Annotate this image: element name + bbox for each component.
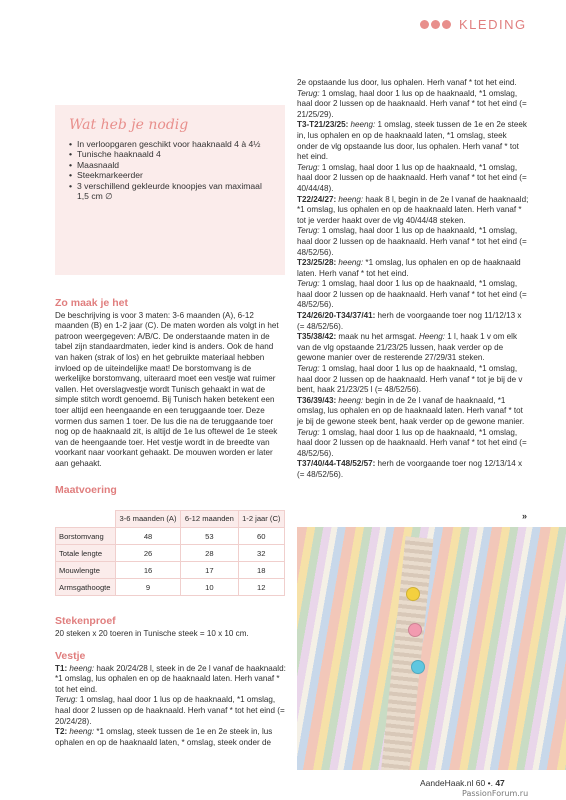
section-title: KLEDING [459, 16, 527, 32]
table-row [56, 528, 285, 545]
sizes-section [55, 485, 287, 498]
table-cell: 26 [115, 545, 180, 562]
pattern-paragraph: 2e opstaande lus door, lus ophalen. Herh vanaf * tot het eind. [297, 78, 517, 87]
table-column-header: 3-6 maanden (A) [115, 511, 180, 528]
table-cell: 53 [181, 528, 238, 545]
product-photo [297, 527, 566, 770]
table-column-header: 6-12 maanden [181, 511, 238, 528]
table-header-row [56, 511, 285, 528]
badge-dot [442, 20, 451, 29]
pattern-paragraph: T37/40/44-T48/52/57: herh de voorgaande toer nog 12/13/14 x (= 48/52/56). [297, 459, 522, 479]
pattern-paragraph: T35/38/42: maak nu het armsgat. Heeng: 1 l, haak 1 v om elk van de vlg opstaande 21/23/25 lussen, haak verder op de gewone manier over de resterende 27/29/31 steken. [297, 332, 518, 363]
footer-site: AandeHaak.nl 60 [420, 778, 486, 788]
pattern-paragraph: T36/39/43: heeng: begin in de 2e l vanaf de haaknaald, *1 omslag, lus ophalen en op de haaknaald laten. Herh vanaf * tot je bij de gewone steek bent, haak verder op de gewone manier. [297, 395, 525, 426]
pink-button-icon [408, 623, 422, 637]
list-item: • Maasnaald [69, 159, 120, 170]
howto-title: Zo maak je het [55, 297, 128, 309]
gauge-section [55, 616, 287, 639]
badge-dot [431, 20, 440, 29]
row-label: Borstomvang [56, 528, 116, 545]
vest-edge-band [378, 536, 433, 770]
table-row [56, 562, 285, 579]
materials-title: Wat heb je nodig [69, 117, 189, 133]
yellow-button-icon [406, 587, 420, 601]
blue-button-icon [411, 660, 425, 674]
table-cell: 60 [238, 528, 284, 545]
vest-section [55, 651, 287, 748]
pattern-paragraph: Terug: 1 omslag, haal door 1 lus op de haaknaald, *1 omslag, haal door 2 lussen op de haaknaald. Herh vanaf * tot het eind (= 21/25/29). [297, 88, 527, 119]
pattern-paragraph: Terug: 1 omslag, haal door 1 lus op de haaknaald, *1 omslag, haal door 2 lussen op de haaknaald. Herh vanaf * tot het eind (= 48/52/56). [297, 226, 527, 257]
vest-t1-return: Terug: 1 omslag, haal door 1 lus op de haaknaald, *1 omslag, haal door 2 lussen op de haaknaald. Herh vanaf * tot het eind (= 20/24/28). [55, 695, 285, 726]
list-item: • In verloopgaren geschikt voor haaknaald 4 à 4½ [69, 139, 261, 149]
table-cell: 12 [238, 579, 284, 596]
table-row [56, 545, 285, 562]
howto-section [55, 298, 287, 470]
watermark: PassionForum.ru [462, 789, 529, 798]
pattern-paragraph: T22/24/27: heeng: haak 8 l, begin in de 2e l vanaf de haaknaald; *1 omslag, lus ophalen en op de haaknaald laten. Herh vanaf * tot je verder haakt over de vlg 40/44/48 steken. [297, 194, 529, 225]
list-item: • 3 verschillend gekleurde knoopjes van maximaal 1,5 cm ∅ [69, 180, 262, 202]
row-label: Armsgathoogte [56, 579, 116, 596]
pattern-continued [297, 78, 529, 481]
list-item: • Steekmarkeerder [69, 170, 143, 181]
materials-list [69, 139, 271, 201]
continue-arrow-icon: » [522, 511, 528, 521]
pattern-paragraph: Terug: 1 omslag, haal door 1 lus op de haaknaald, *1 omslag, haal door 2 lussen op de haaknaald. Herh vanaf * tot je bij de v bent, haak 21/23/25 l (= 48/52/56). [297, 364, 523, 395]
pattern-paragraph: T23/25/28: heeng: *1 omslag, lus ophalen en op de haaknaald laten. Herh vanaf * tot het eind. [297, 258, 521, 278]
row-label: Totale lengte [56, 545, 116, 562]
table-column-header: 1-2 jaar (C) [238, 511, 284, 528]
howto-body: De beschrijving is voor 3 maten: 3-6 maanden (A), 6-12 maanden (B) en 1-2 jaar (C). De maten worden als volgt in het patroon weergegeven: A/B/C. De onderstaande maten in de tabel zijn standaardmaten, ieder kind is anders. Ook de hand van haken (strak of los) en het gebruikte materiaal hebben invloed op de uiteindelijke maat! De borstomvang is de werkelijke borstomvang, uiteraard moet een vestje wat ruimer vallen. Het overslagvestje wordt Tunisch gehaakt in wat de simple stitch wordt genoemd. Bij Tunisch haken betekent een toer altijd een heengaande en een teruggaande toer. Deze vormen dus samen 1 toer. De lus die na de teruggaande toer nog op de haaknaald zit, is altijd de 1e lus oftewel de 1e steek van de heengaande toer. Het vestje wordt in de breedte van voorkant naar voorkant gehaakt. De mouwen worden er later aan gehaakt. [55, 310, 279, 468]
table-cell: 28 [181, 545, 238, 562]
section-header [420, 14, 527, 34]
table-cell: 17 [181, 562, 238, 579]
vest-t2: T2: heeng: *1 omslag, steek tussen de 1e en 2e steek in, lus ophalen en op de haaknaald laten, * omslag, steek onder de [55, 727, 273, 747]
table-cell: 10 [181, 579, 238, 596]
row-label: Mouwlengte [56, 562, 116, 579]
page-number: 47 [495, 778, 505, 788]
pattern-paragraph: T24/26/20-T34/37/41: herh de voorgaande toer nog 11/12/13 x (= 48/52/56). [297, 311, 522, 331]
page-footer [420, 778, 505, 788]
table-corner [56, 511, 116, 528]
table-cell: 48 [115, 528, 180, 545]
gauge-title: Stekenproef [55, 615, 116, 627]
table-cell: 9 [115, 579, 180, 596]
badge-dot [420, 20, 429, 29]
gauge-body: 20 steken x 20 toeren in Tunische steek = 10 x 10 cm. [55, 628, 249, 638]
vest-t1: T1: heeng: haak 20/24/28 l, steek in de 2e l vanaf de haaknaald: *1 omslag, lus ophalen en op de haaknaald laten. Herh vanaf * tot het eind. [55, 663, 286, 694]
pattern-paragraph: T3-T21/23/25: heeng: 1 omslag, steek tussen de 1e en 2e steek in, lus ophalen en op de haaknaald laten, *1 omslag, steek onder de vlg opstaande lus door, lus ophalen. Herh vanaf * tot het eind. [297, 120, 527, 162]
table-cell: 18 [238, 562, 284, 579]
pattern-paragraph: Terug: 1 omslag, haal door 1 lus op de haaknaald, *1 omslag, haal door 2 lussen op de haaknaald. Herh vanaf * tot het eind (= 40/44/48). [297, 162, 527, 193]
table-cell: 16 [115, 562, 180, 579]
materials-box [55, 105, 285, 275]
pattern-paragraph: Terug: 1 omslag, haal door 1 lus op de haaknaald, *1 omslag, haal door 2 lussen op de haaknaald. Herh vanaf * tot het eind (= 48/52/56). [297, 427, 527, 458]
sizes-title: Maatvoering [55, 484, 117, 496]
list-item: • Tunische haaknaald 4 [69, 149, 161, 160]
header-badges [420, 20, 451, 29]
footer-bullet: •. [487, 778, 493, 788]
vest-title: Vestje [55, 650, 86, 662]
table-row [56, 579, 285, 596]
pattern-paragraph: Terug: 1 omslag, haal door 1 lus op de haaknaald, *1 omslag, haal door 2 lussen op de haaknaald. Herh vanaf * tot het eind (= 48/52/56). [297, 279, 527, 310]
size-table [55, 510, 285, 596]
table-cell: 32 [238, 545, 284, 562]
